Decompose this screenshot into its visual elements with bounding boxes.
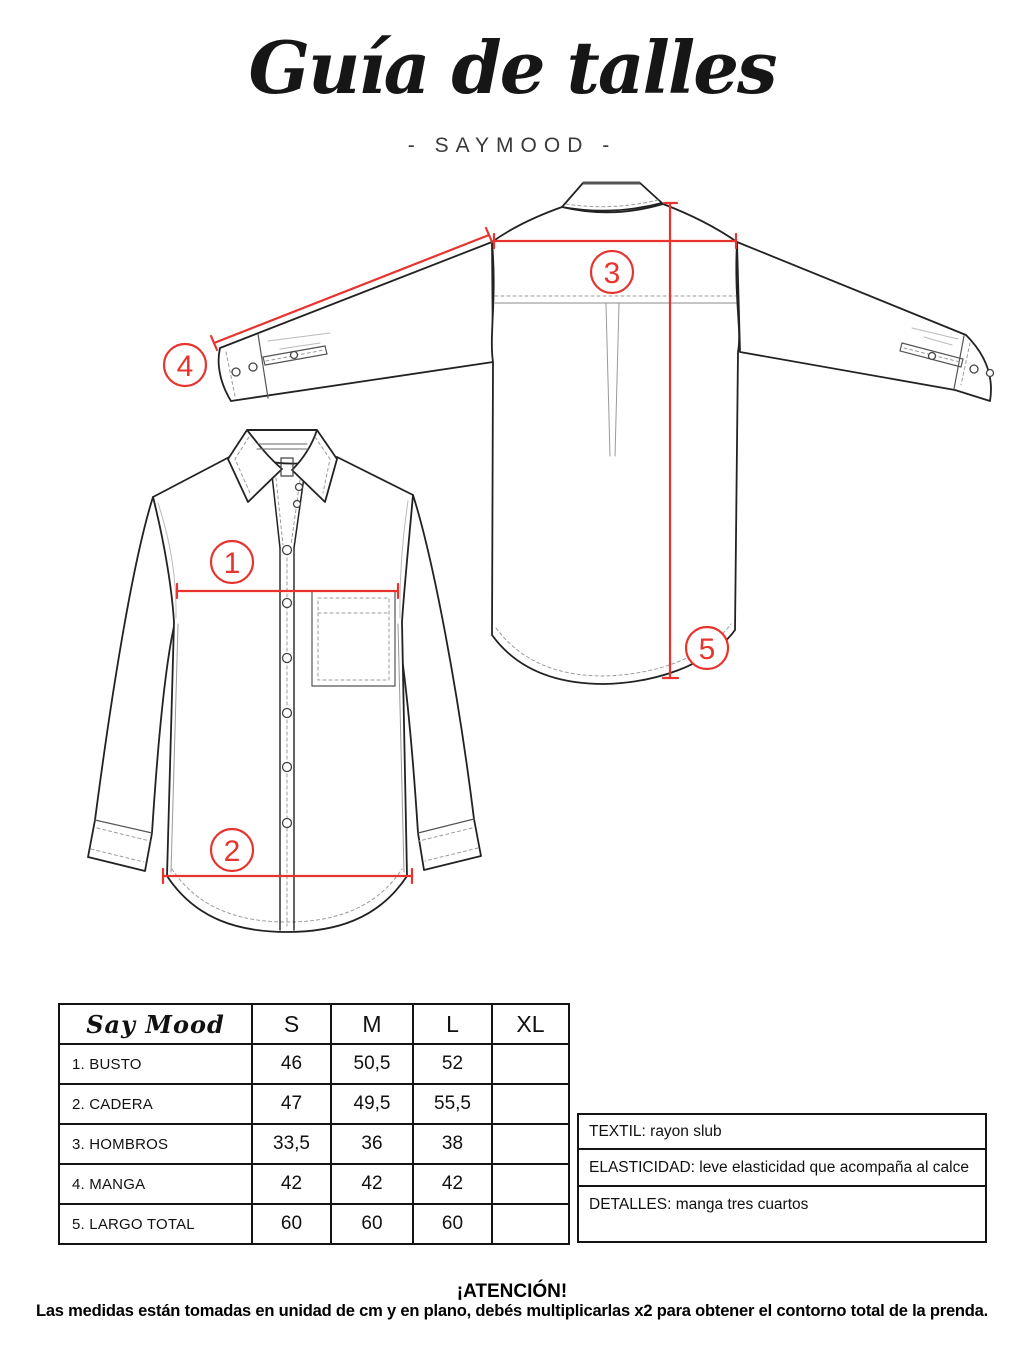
row-label: 5. LARGO TOTAL [59, 1204, 252, 1244]
shirt-front-view [88, 430, 481, 932]
table-row-manga [59, 1164, 569, 1204]
size-table-header-row [59, 1004, 569, 1044]
cell-value: 42 [252, 1164, 331, 1204]
row-label: 4. MANGA [59, 1164, 252, 1204]
row-label: 2. CADERA [59, 1084, 252, 1124]
marker-1 [211, 541, 253, 583]
detail-detalles: DETALLES: manga tres cuartos [579, 1185, 985, 1241]
cell-value: 60 [252, 1204, 331, 1244]
cell-value: 55,5 [413, 1084, 492, 1124]
cell-value: 50,5 [331, 1044, 413, 1084]
cell-value: 36 [331, 1124, 413, 1164]
table-row-largo-total [59, 1204, 569, 1244]
size-table [58, 1003, 570, 1245]
cell-value: 52 [413, 1044, 492, 1084]
marker-5 [686, 627, 728, 669]
table-logo: Say Mood [59, 1004, 252, 1044]
marker-4 [164, 344, 206, 386]
cell-value: 60 [331, 1204, 413, 1244]
row-label: 3. HOMBROS [59, 1124, 252, 1164]
marker-4-number: 4 [176, 350, 194, 383]
table-row-hombros [59, 1124, 569, 1164]
cell-value: 42 [331, 1164, 413, 1204]
cell-value: 47 [252, 1084, 331, 1124]
cell-value: 42 [413, 1164, 492, 1204]
fabric-details-box [577, 1113, 987, 1243]
column-header-m: M [331, 1004, 413, 1044]
cell-value: 33,5 [252, 1124, 331, 1164]
marker-5-number: 5 [698, 633, 716, 666]
cell-value [492, 1044, 569, 1084]
cell-value: 60 [413, 1204, 492, 1244]
brand-name: - SAYMOOD - [407, 134, 617, 157]
column-header-l: L [413, 1004, 492, 1044]
cell-value [492, 1124, 569, 1164]
table-row-cadera [59, 1084, 569, 1124]
cell-value: 38 [413, 1124, 492, 1164]
cell-value: 46 [252, 1044, 331, 1084]
column-header-s: S [252, 1004, 331, 1044]
cell-value: 49,5 [331, 1084, 413, 1124]
attention-heading: ¡ATENCIÓN! [456, 1281, 568, 1302]
detail-elasticidad: ELASTICIDAD: leve elasticidad que acompaña al calce [579, 1148, 985, 1185]
cell-value [492, 1084, 569, 1124]
page-title: Guía de talles [248, 25, 776, 110]
column-header-xl: XL [492, 1004, 569, 1044]
row-label: 1. BUSTO [59, 1044, 252, 1084]
detail-textil: TEXTIL: rayon slub [579, 1115, 985, 1148]
cell-value [492, 1204, 569, 1244]
cell-value [492, 1164, 569, 1204]
measurement-note: Las medidas están tomadas en unidad de cm y en plano, debés multiplicarlas x2 para obtener el contorno total de la prenda. [35, 1302, 989, 1320]
marker-3 [591, 251, 633, 293]
table-row-busto [59, 1044, 569, 1084]
marker-2 [211, 829, 253, 871]
marker-1-number: 1 [223, 547, 241, 580]
marker-3-number: 3 [603, 257, 621, 290]
marker-2-number: 2 [223, 835, 241, 868]
